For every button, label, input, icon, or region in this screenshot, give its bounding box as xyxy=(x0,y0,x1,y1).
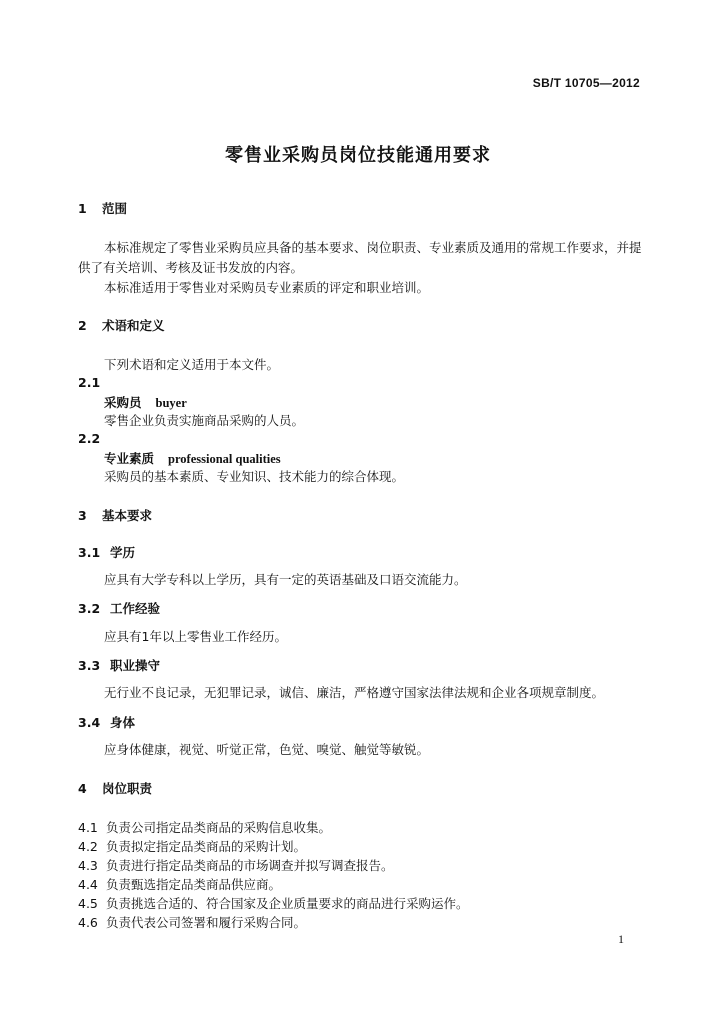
item-text: 负责进行指定品类商品的市场调查并拟写调查报告。 xyxy=(106,858,394,873)
paragraph: 下列术语和定义适用于本文件。 xyxy=(104,357,280,372)
list-item xyxy=(78,818,331,836)
paragraph-line: 本标准规定了零售业采购员应具备的基本要求、岗位职责、专业素质及通用的常规工作要求，并提 xyxy=(104,240,642,255)
paragraph: 应具有1年以上零售业工作经历。 xyxy=(104,629,287,644)
section-2-heading xyxy=(78,316,165,334)
item-number: 4.5 xyxy=(78,896,98,911)
item-number: 4.2 xyxy=(78,839,98,854)
list-item xyxy=(78,913,306,931)
item-text: 负责挑选合适的、符合国家及企业质量要求的商品进行采购运作。 xyxy=(106,896,469,911)
paragraph: 应身体健康，视觉、听觉正常，色觉、嗅觉、触觉等敏锐。 xyxy=(104,742,430,757)
subsection-title: 职业操守 xyxy=(110,658,161,673)
section-1-heading xyxy=(78,199,127,217)
item-number: 4.1 xyxy=(78,820,98,835)
subsection-number: 3.1 xyxy=(78,545,101,560)
subsection-number: 3.3 xyxy=(78,658,101,673)
section-number: 4 xyxy=(78,781,87,796)
term-entry xyxy=(104,393,187,411)
section-number: 2 xyxy=(78,318,87,333)
item-text: 负责代表公司签署和履行采购合同。 xyxy=(106,915,307,930)
section-3-heading xyxy=(78,506,152,524)
subsection-number: 3.4 xyxy=(78,715,101,730)
item-text: 负责甄选指定品类商品供应商。 xyxy=(106,877,282,892)
paragraph: 无行业不良记录，无犯罪记录，诚信、廉洁，严格遵守国家法律法规和企业各项规章制度。 xyxy=(104,685,605,700)
item-text: 负责公司指定品类商品的采购信息收集。 xyxy=(106,820,332,835)
term-english: buyer xyxy=(155,396,187,410)
item-number: 4.4 xyxy=(78,877,98,892)
term-definition: 采购员的基本素质、专业知识、技术能力的综合体现。 xyxy=(104,469,405,484)
item-number: 4.3 xyxy=(78,858,98,873)
list-item xyxy=(78,856,394,874)
section-4-heading xyxy=(78,779,152,797)
standard-number: SB/T 10705—2012 xyxy=(532,76,640,90)
term-name: 专业素质 xyxy=(104,451,155,466)
list-item xyxy=(78,837,306,855)
list-item xyxy=(78,894,469,912)
subsection-heading xyxy=(78,713,135,731)
paragraph: 应具有大学专科以上学历，具有一定的英语基础及口语交流能力。 xyxy=(104,572,467,587)
subsection-title: 学历 xyxy=(110,545,136,560)
term-english: professional qualities xyxy=(168,452,281,466)
item-text: 负责拟定指定品类商品的采购计划。 xyxy=(106,839,307,854)
section-title: 术语和定义 xyxy=(102,318,165,333)
page-number: 1 xyxy=(618,932,624,946)
subsection-heading xyxy=(78,656,160,674)
paragraph-line: 供了有关培训、考核及证书发放的内容。 xyxy=(78,260,304,275)
term-entry xyxy=(104,449,281,467)
section-title: 基本要求 xyxy=(102,508,153,523)
subsection-heading xyxy=(78,543,135,561)
subsection-title: 身体 xyxy=(110,715,136,730)
section-title: 岗位职责 xyxy=(102,781,153,796)
term-name: 采购员 xyxy=(104,395,142,410)
subsection-number: 3.2 xyxy=(78,601,101,616)
subsection-title: 工作经验 xyxy=(110,601,161,616)
item-number: 4.6 xyxy=(78,915,98,930)
subsection-heading xyxy=(78,599,160,617)
paragraph: 本标准适用于零售业对采购员专业素质的评定和职业培训。 xyxy=(104,280,430,295)
section-number: 1 xyxy=(78,201,87,216)
section-number: 3 xyxy=(78,508,87,523)
term-number: 2.1 xyxy=(78,375,101,390)
list-item xyxy=(78,875,281,893)
term-number: 2.2 xyxy=(78,431,101,446)
section-title: 范围 xyxy=(102,201,128,216)
term-definition: 零售企业负责实施商品采购的人员。 xyxy=(104,413,305,428)
document-title: 零售业采购员岗位技能通用要求 xyxy=(225,145,491,166)
